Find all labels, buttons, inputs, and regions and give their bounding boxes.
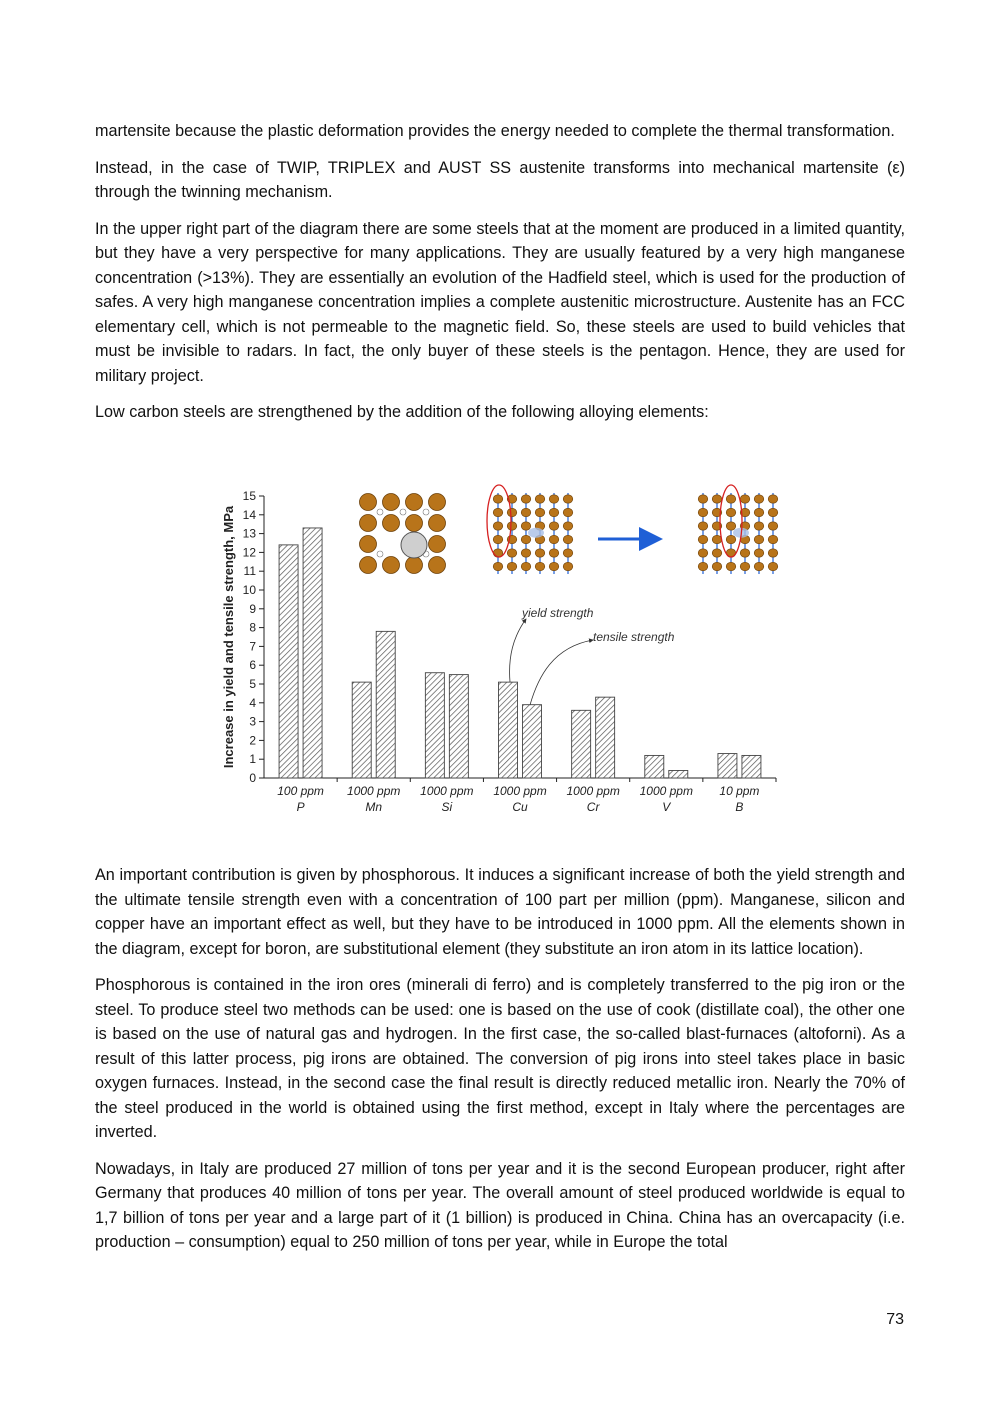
text-block-top [95, 119, 905, 437]
atom [429, 536, 446, 553]
atom [754, 522, 764, 530]
bar-tensile-strength-Mn [376, 631, 395, 778]
y-tick-label: 10 [242, 583, 256, 597]
atom [768, 495, 778, 503]
x-tick-label-element: Si [441, 800, 453, 814]
paragraph: An important contribution is given by phosphorous. It induces a significant increase of both the yield strength and the ultimate tensile strength even with a concentration of 100 part per million (ppm). Manganese, silicon and copper have an important effect as well, but they have to be introduced in 1000 ppm. All the elements shown in the diagram, except for boron, are substitutional element (they substitute an iron atom in its lattice location). [95, 866, 905, 958]
atom [406, 515, 423, 532]
atom [429, 494, 446, 511]
atom [423, 509, 429, 515]
paragraph: Nowadays, in Italy are produced 27 million of tons per year and it is the second European producer, right after Germany that produces 40 million of tons per year. The overall amount of steel produced worldwide is equal to 1,7 billion of tons per year and a large part of it (1 billion) is produced in China. China has an overcapacity (i.e. production – consumption) equal to 250 million of tons per year, while in Europe the total [95, 1159, 905, 1251]
atom [754, 495, 764, 503]
atom [360, 515, 377, 532]
atom [549, 535, 559, 543]
dislocation-marker [528, 528, 544, 538]
atom [549, 508, 559, 516]
x-tick-label-conc: 1000 ppm [639, 784, 693, 798]
page-number: 73 [886, 1311, 904, 1328]
atom [698, 522, 708, 530]
atom [507, 549, 517, 557]
annotation-tensile: tensile strength [593, 630, 675, 644]
atom [549, 495, 559, 503]
atom [754, 549, 764, 557]
atom [563, 522, 573, 530]
atom [507, 508, 517, 516]
x-tick-label-conc: 100 ppm [277, 784, 324, 798]
y-tick-label: 5 [249, 677, 256, 691]
x-tick-label-element: V [662, 800, 671, 814]
atom [429, 515, 446, 532]
x-tick-label-element: Cr [586, 800, 600, 814]
x-tick-label-conc: 1000 ppm [493, 784, 547, 798]
atom [726, 535, 736, 543]
atom [726, 508, 736, 516]
atom [507, 522, 517, 530]
atom [429, 557, 446, 574]
x-tick-label-conc: 1000 ppm [347, 784, 401, 798]
text-block-bottom [95, 863, 905, 1267]
bar-tensile-strength-V [669, 770, 688, 778]
atom [563, 535, 573, 543]
x-tick-label-conc: 1000 ppm [566, 784, 620, 798]
bar-yield-strength-P [279, 545, 298, 778]
x-tick-label-conc: 1000 ppm [420, 784, 474, 798]
atom [535, 549, 545, 557]
bar-tensile-strength-Cu [523, 705, 542, 778]
atom [493, 562, 503, 570]
atom [549, 562, 559, 570]
atom [507, 562, 517, 570]
y-tick-label: 11 [243, 564, 256, 579]
atom [768, 562, 778, 570]
atom [698, 508, 708, 516]
y-tick-label: 4 [249, 695, 256, 710]
y-tick-label: 7 [249, 639, 256, 654]
atom [740, 562, 750, 570]
lattice-illustrations [360, 485, 778, 574]
y-tick-label: 12 [242, 545, 256, 560]
atom [535, 495, 545, 503]
x-tick-label-element: Cu [512, 800, 528, 814]
atom [521, 508, 531, 516]
y-tick-label: 0 [249, 771, 256, 785]
paragraph: Phosphorous is contained in the iron ores (minerali di ferro) and is completely transferred to the pig iron or the steel. To produce steel two methods can be used: one is based on the use of cook (distillate coal), the other one is based on the use of natural gas and hydrogen. In the first case, the so-called blast-furnaces (altoforni). As a result of this latter process, pig irons are obtained. The conversion of pig irons into steel takes place in basic oxygen furnaces. Instead, in the second case the final result is directly reduced metallic iron. Nearly the 70% of the steel produced in the world is obtained using the first method, except in Italy where the percentages are inverted. [95, 976, 905, 1141]
atom [377, 551, 383, 557]
atom [740, 495, 750, 503]
atom [768, 508, 778, 516]
paragraph: In the upper right part of the diagram there are some steels that at the moment are produced in a limited quantity, but they have a very perspective for many applications. They are usually featured by a very high manganese concentration (>13%). They are essentially an evolution of the Hadfield steel, which is used for the production of safes. A very high manganese concentration implies a complete austenitic microstructure. Austenite has an FCC elementary cell, which is not permeable to the magnetic field. So, these steels are used to build vehicles that must be invisible to radars. In fact, the only buyer of these steels is the pentagon. Hence, they are used for military project. [95, 219, 905, 385]
atom [493, 535, 503, 543]
atom [377, 509, 383, 515]
bar-tensile-strength-P [303, 528, 322, 778]
atom [698, 549, 708, 557]
y-axis-label: Increase in yield and tensile strength, MPa [221, 505, 236, 769]
bar-yield-strength-V [645, 755, 664, 778]
atom [549, 522, 559, 530]
atom [563, 562, 573, 570]
atom [406, 494, 423, 511]
atom [493, 508, 503, 516]
atom [521, 495, 531, 503]
paragraph: martensite because the plastic deformation provides the energy needed to complete the thermal transformation. [95, 122, 895, 140]
atom [383, 515, 400, 532]
y-tick-label: 9 [249, 601, 256, 616]
x-tick-label-conc: 10 ppm [719, 784, 760, 798]
x-tick-label-element: B [735, 800, 744, 814]
bar-yield-strength-B [718, 754, 737, 778]
yield-annotation-line [510, 619, 526, 682]
atom [698, 495, 708, 503]
atom [521, 562, 531, 570]
atom [535, 508, 545, 516]
bar-yield-strength-Si [425, 673, 444, 778]
atom [383, 494, 400, 511]
atom [712, 549, 722, 557]
atom [740, 549, 750, 557]
x-tick-label-element: Mn [365, 800, 383, 814]
y-tick-label: 6 [249, 658, 256, 673]
atom [563, 508, 573, 516]
strength-bar-chart [208, 477, 788, 825]
annotation-yield: yield strength [522, 606, 594, 620]
bar-yield-strength-Cr [572, 710, 591, 778]
atom [360, 536, 377, 553]
atom [406, 557, 423, 574]
bar-tensile-strength-Cr [596, 697, 615, 778]
atom [360, 557, 377, 574]
y-tick-label: 3 [249, 714, 256, 729]
tensile-annotation-line [530, 640, 593, 705]
y-tick-label: 2 [249, 733, 256, 748]
atom [493, 495, 503, 503]
atom [754, 535, 764, 543]
y-tick-label: 8 [249, 620, 256, 635]
atom [535, 562, 545, 570]
paragraph: Instead, in the case of TWIP, TRIPLEX and AUST SS austenite transforms into mechanical martensite (ε) through the twinning mechanism. [95, 158, 905, 201]
atom [712, 495, 722, 503]
atom [521, 549, 531, 557]
atom [712, 562, 722, 570]
atom [698, 562, 708, 570]
y-tick-label: 14 [242, 507, 256, 522]
atom [563, 495, 573, 503]
atom [698, 535, 708, 543]
atom [493, 522, 503, 530]
x-tick-label-element: P [296, 800, 305, 814]
bar-tensile-strength-Si [449, 675, 468, 778]
bar-tensile-strength-B [742, 755, 761, 778]
y-tick-label: 15 [242, 489, 256, 503]
y-tick-label: 1 [249, 752, 256, 767]
atom [360, 494, 377, 511]
atom [726, 495, 736, 503]
atom [754, 508, 764, 516]
atom [383, 557, 400, 574]
atom [754, 562, 764, 570]
paragraph: Low carbon steels are strengthened by the addition of the following alloying elements: [95, 403, 709, 421]
strengthening-figure [208, 477, 788, 825]
solute-atom [401, 532, 427, 558]
atom [521, 535, 531, 543]
bar-yield-strength-Mn [352, 682, 371, 778]
atom [563, 549, 573, 557]
atom [400, 509, 406, 515]
atom [768, 535, 778, 543]
atom [768, 522, 778, 530]
atom [768, 549, 778, 557]
atom [521, 522, 531, 530]
atom [712, 535, 722, 543]
atom [726, 522, 736, 530]
y-tick-label: 13 [242, 526, 256, 541]
atom [549, 549, 559, 557]
bar-yield-strength-Cu [499, 682, 518, 778]
atom [726, 562, 736, 570]
